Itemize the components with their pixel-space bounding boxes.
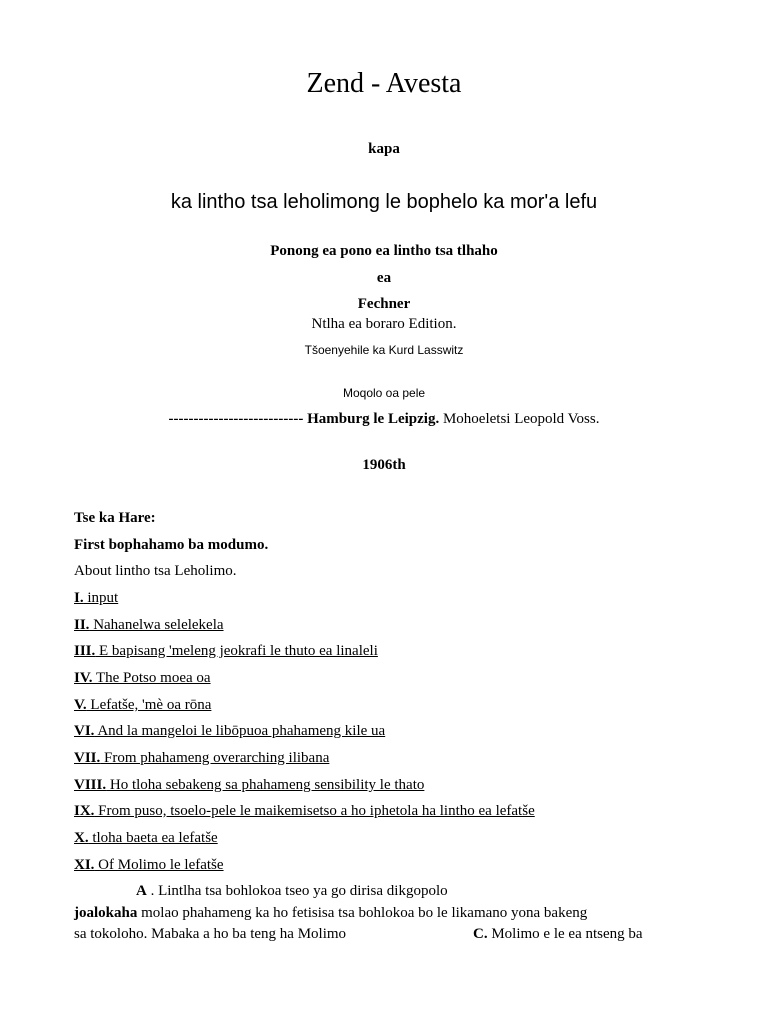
toc-link-1[interactable] <box>74 590 118 607</box>
body-line-3-right-text: Molimo e le ea ntseng ba <box>487 926 643 942</box>
section-letter-c: C. <box>473 926 488 942</box>
toc-text: Of Molimo le lefatše <box>94 857 224 873</box>
toc-text: The Potso moea oa <box>92 670 211 686</box>
toc-text: input <box>83 590 119 606</box>
toc-num: IV. <box>74 670 93 686</box>
toc-num: VII. <box>74 750 101 766</box>
edition-text: Ntlha ea boraro Edition. <box>311 316 457 332</box>
toc-num: IX. <box>74 803 95 819</box>
toc-num: III. <box>74 643 96 659</box>
toc-link-10[interactable] <box>74 830 218 847</box>
toc-about: About lintho tsa Leholimo. <box>74 563 237 579</box>
toc-num: VI. <box>74 723 95 739</box>
body-line-3: sa tokoloho. Mabaka a ho ba teng ha Molimo <box>74 926 347 942</box>
publication-info <box>0 411 768 428</box>
publication-year: 1906th <box>362 457 406 473</box>
toc-text: Ho tloha sebakeng sa phahameng sensibility le thato <box>106 777 425 793</box>
toc-link-8[interactable] <box>74 777 424 794</box>
pono-text: Ponong ea pono ea lintho tsa tlhaho <box>270 243 498 259</box>
document-title: Zend - Avesta <box>306 68 462 99</box>
toc-link-5[interactable] <box>74 697 211 714</box>
toc-text: Lefatše, 'mè oa rōna <box>86 697 212 713</box>
body-line-1-text: . Lintlha tsa bohlokoa tseo ya go dirisa dikgopolo <box>146 883 448 899</box>
body-line-2-text: molao phahameng ka ho fetisisa tsa bohlokoa bo le likamano yona bakeng <box>137 905 588 921</box>
pub-publisher: Mohoeletsi Leopold Voss. <box>442 411 600 427</box>
toc-text: tloha baeta ea lefatše <box>88 830 218 846</box>
body-line-2 <box>74 905 587 922</box>
toc-link-4[interactable] <box>74 670 211 687</box>
body-bold-word: joalokaha <box>74 905 138 921</box>
toc-num: II. <box>74 617 90 633</box>
body-line-1 <box>136 883 448 900</box>
toc-text: From phahameng overarching ilibana <box>100 750 330 766</box>
toc-link-7[interactable] <box>74 750 329 767</box>
ea-text: ea <box>376 270 392 286</box>
toc-link-9[interactable] <box>74 803 535 820</box>
toc-first-section: First bophahamo ba modumo. <box>74 537 269 553</box>
document-subtitle: ka lintho tsa leholimong le bophelo ka mor'a lefu <box>170 191 598 213</box>
toc-link-2[interactable] <box>74 617 224 634</box>
body-line-3-right <box>473 926 643 943</box>
toc-num: I. <box>74 590 84 606</box>
pub-place: Hamburg le Leipzig. <box>307 411 440 427</box>
section-letter-a: A <box>136 883 147 899</box>
edited-by-text: Tšoenyehile ka Kurd Lasswitz <box>304 343 464 357</box>
toc-num: VIII. <box>74 777 107 793</box>
toc-link-6[interactable] <box>74 723 385 740</box>
toc-text: From puso, tsoelo-pele le maikemisetso a ho iphetola ha lintho ea lefatše <box>94 803 535 819</box>
toc-text: E bapisang 'meleng jeokrafi le thuto ea linaleli <box>95 643 378 659</box>
toc-num: V. <box>74 697 87 713</box>
author-name: Fechner <box>357 296 411 312</box>
toc-link-11[interactable] <box>74 857 224 874</box>
toc-heading: Tse ka Hare: <box>74 510 156 526</box>
toc-text: And la mangeloi le libōpuoa phahameng kile ua <box>94 723 386 739</box>
volume-text: Moqolo oa pele <box>342 386 426 400</box>
kapa-text: kapa <box>368 141 400 157</box>
toc-num: X. <box>74 830 89 846</box>
pub-dashes: --------------------------- <box>168 411 304 427</box>
toc-link-3[interactable] <box>74 643 378 660</box>
toc-num: XI. <box>74 857 95 873</box>
toc-text: Nahanelwa selelekela <box>89 617 224 633</box>
